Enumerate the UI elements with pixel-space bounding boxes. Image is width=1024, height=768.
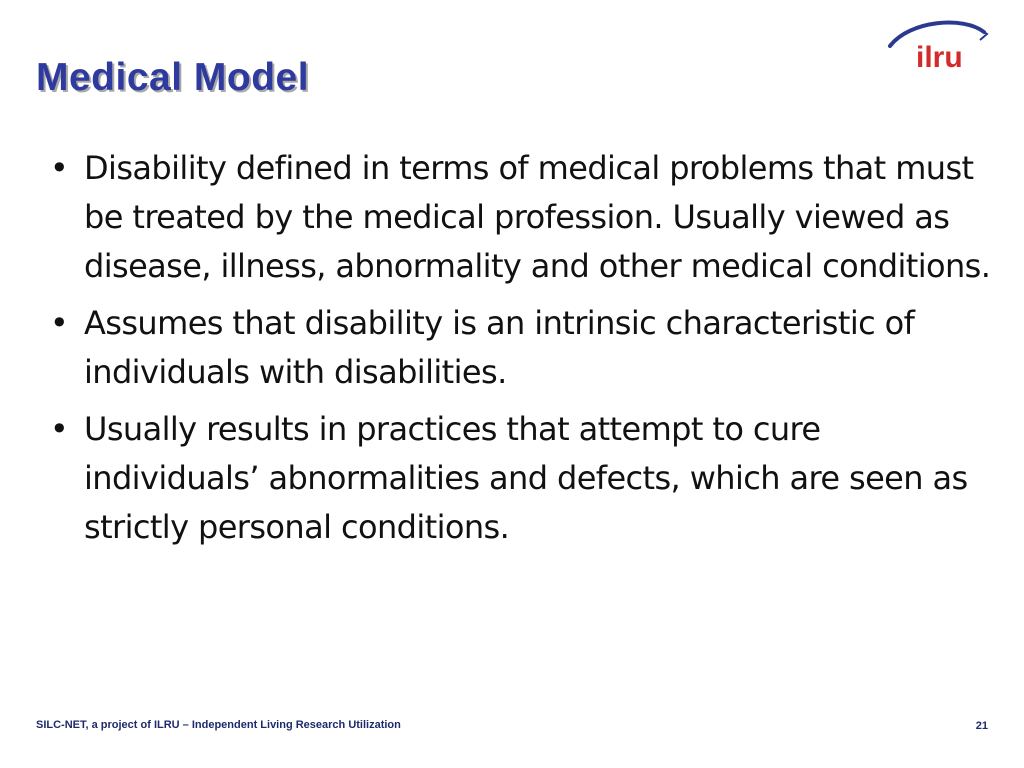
slide-title: Medical Model	[36, 56, 310, 99]
ilru-logo	[886, 18, 994, 74]
bullet-item	[44, 144, 1002, 291]
footer-credit: SILC-NET, a project of ILRU – Independent Living Research Utilization	[36, 719, 401, 731]
bullet-dot: •	[49, 304, 69, 342]
bullet-dot: •	[49, 410, 69, 448]
page-number: 21	[975, 720, 988, 732]
bullet-dot: •	[49, 149, 69, 187]
bullet-item	[44, 299, 1002, 397]
bullet-text: Usually results in practices that attempt to cure individuals’ abnormalities and defects, which are seen as strictly personal conditions.	[84, 410, 968, 546]
logo-wordmark: ilru	[916, 41, 963, 74]
bullet-text: Assumes that disability is an intrinsic characteristic of individuals with disabilities.	[84, 304, 915, 391]
bullet-item	[44, 405, 1002, 552]
bullet-list	[44, 144, 1002, 560]
bullet-text: Disability defined in terms of medical problems that must be treated by the medical profession. Usually viewed as disease, illness, abnormality and other medical conditions.	[84, 149, 991, 285]
